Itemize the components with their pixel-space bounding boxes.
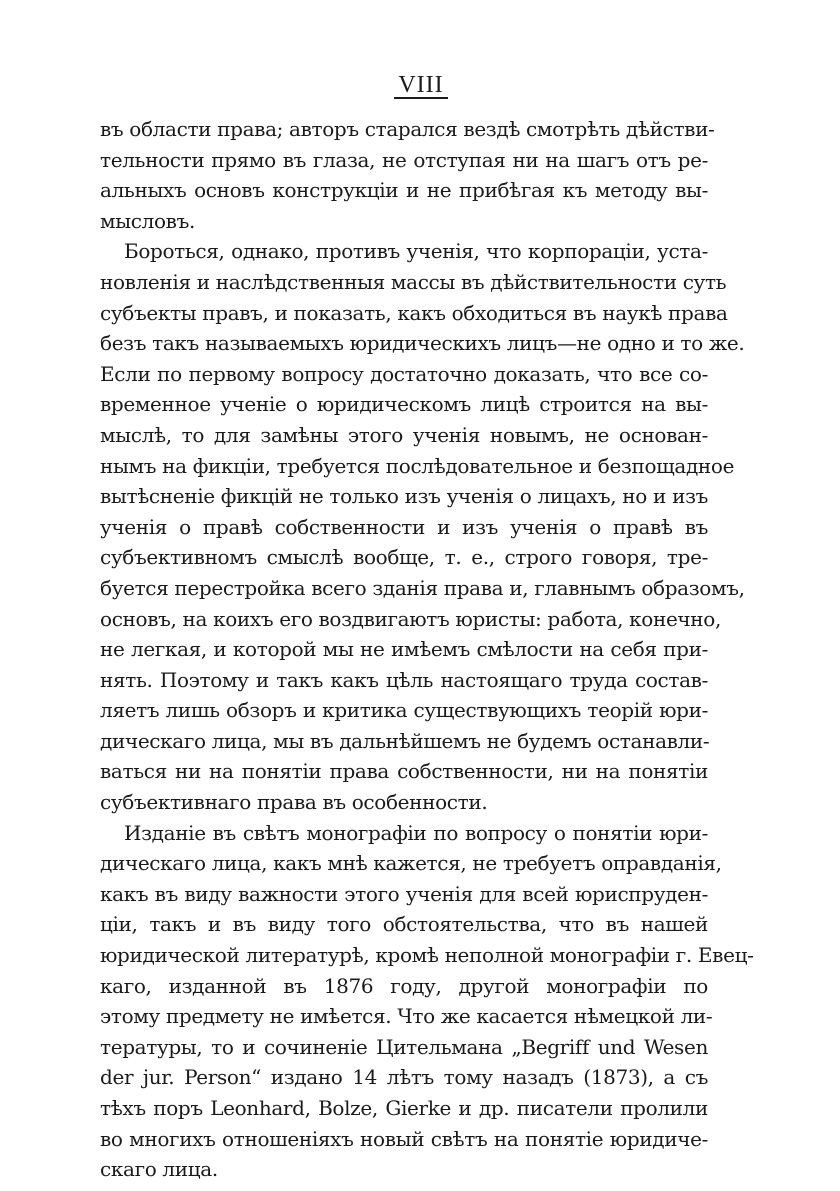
- page-number-text: VIII: [394, 73, 447, 99]
- text-line: юридической литературѣ, кромѣ неполной монографіи г. Евец-: [100, 943, 754, 968]
- text-line: въ области права; авторъ старался вездѣ смотрѣть дѣйстви-: [100, 117, 715, 141]
- text-line: тельности прямо въ глаза, не отступая ни на шагъ отъ ре-: [100, 147, 708, 172]
- text-line: ляетъ лишь обзоръ и критика существующихъ теорій юри-: [100, 698, 708, 723]
- text-line: не легкая, и которой мы не имѣемъ смѣлости на себя при-: [100, 637, 708, 662]
- text-line: мыслѣ, то для замѣны этого ученія новымъ, не основан-: [100, 422, 708, 447]
- text-line: скаго лица.: [100, 1157, 218, 1182]
- paragraph-start-line: Изданіе въ свѣтъ монографіи по вопросу о понятіи юри-: [124, 820, 708, 845]
- text-line: нять. Поэтому и такъ какъ цѣль настоящаго труда состав-: [100, 667, 708, 692]
- text-line: тературы, то и сочиненіе Цительмана „Begriff und Wesen: [100, 1034, 708, 1059]
- text-line: нымъ на фикціи, требуется послѣдовательное и безпощадное: [100, 453, 735, 478]
- text-line: безъ такъ называемыхъ юридическихъ лицъ—не одно и то же.: [100, 331, 745, 356]
- text-line: во многихъ отношеніяхъ новый свѣтъ на понятіе юридиче-: [100, 1126, 708, 1151]
- text-line: дическаго лица, мы въ дальнѣйшемъ не будемъ останавли-: [100, 728, 710, 753]
- text-line: альныхъ основъ конструкціи и не прибѣгая къ методу вы-: [100, 178, 708, 203]
- text-line: какъ въ виду важности этого ученія для всей юриспруден-: [100, 881, 708, 906]
- text-line: временное ученіе о юридическомъ лицѣ строится на вы-: [100, 392, 708, 417]
- text-line: мысловъ.: [100, 208, 195, 233]
- text-line: субъективномъ смыслѣ вообще, т. е., строго говоря, тре-: [100, 545, 708, 570]
- text-line: дическаго лица, какъ мнѣ кажется, не требуетъ оправданія,: [100, 851, 722, 876]
- text-line: буется перестройка всего зданія права и, главнымъ образомъ,: [100, 575, 745, 600]
- text-line: der jur. Person“ издано 14 лѣтъ тому назадъ (1873), а съ: [100, 1065, 708, 1090]
- text-line: ціи, такъ и въ виду того обстоятельства, что въ нашей: [100, 912, 708, 937]
- paragraph-start-line: Бороться, однако, противъ ученія, что корпораціи, уста-: [124, 239, 708, 264]
- text-line: основъ, на коихъ его воздвигаютъ юристы: работа, конечно,: [100, 606, 721, 631]
- text-line: Если по первому вопросу достаточно доказать, что все со-: [100, 361, 708, 386]
- text-line: этому предмету не имѣется. Что же касается нѣмецкой ли-: [100, 1004, 713, 1029]
- book-page: [100, 70, 754, 1185]
- text-line: субъективнаго права въ особенности.: [100, 790, 488, 815]
- text-line: каго, изданной въ 1876 году, другой монографіи по: [100, 973, 708, 998]
- text-line: новленія и наслѣдственныя массы въ дѣйствительности суть: [100, 269, 727, 294]
- text-line: тѣхъ поръ Leonhard, Bolze, Gierke и др. писатели пролили: [100, 1096, 708, 1120]
- body-text: [100, 114, 754, 1185]
- text-line: ученія о правѣ собственности и изъ ученія о правѣ въ: [100, 514, 708, 539]
- text-line: ваться ни на понятіи права собственности, ни на понятіи: [100, 759, 708, 784]
- text-line: вытѣсненіе фикцій не только изъ ученія о лицахъ, но и изъ: [100, 484, 708, 509]
- page-number: [134, 70, 708, 100]
- text-line: субъекты правъ, и показать, какъ обходиться въ наукѣ права: [100, 300, 728, 325]
